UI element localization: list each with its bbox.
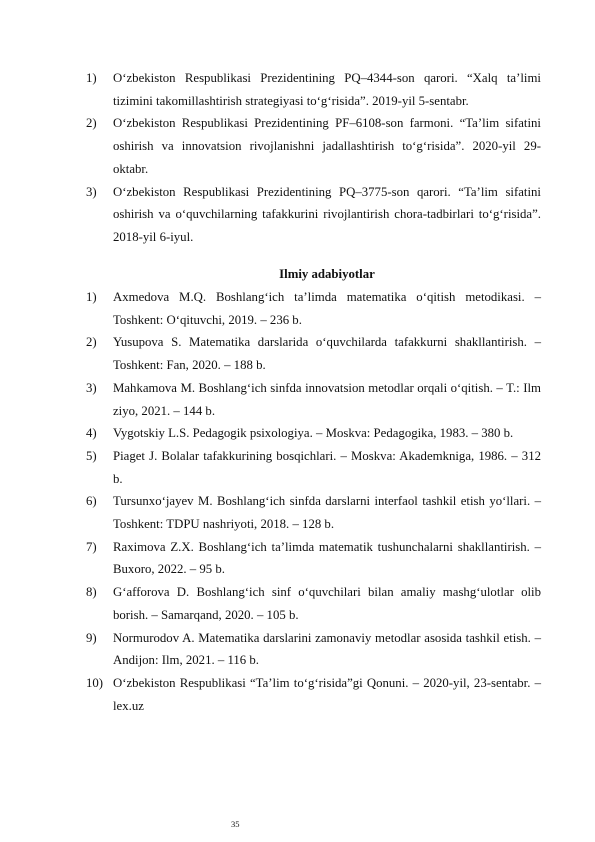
list-item xyxy=(86,181,541,249)
item-number: 2) xyxy=(86,335,97,350)
item-number: 4) xyxy=(86,426,97,441)
laws-list xyxy=(86,67,541,249)
item-text: Piaget J. Bolalar tafakkurining bosqichlari. – Moskva: Akademkniga, 1986. – 312 b. xyxy=(113,448,541,486)
item-number: 10) xyxy=(86,675,104,690)
list-item xyxy=(86,331,541,376)
list-item xyxy=(86,377,541,422)
item-number: 1) xyxy=(86,71,97,85)
item-text: O‘zbekiston Respublikasi “Ta’lim to‘g‘risida”gi Qonuni. – 2020-yil, 23-sentabr. – lex.uz xyxy=(113,675,541,713)
item-text: Axmedova M.Q. Boshlang‘ich ta’limda matematika o‘qitish metodikasi. – Toshkent: O‘qituvchi, 2019. – 236 b. xyxy=(113,290,541,327)
literature-list xyxy=(86,286,541,717)
item-number: 5) xyxy=(86,448,97,463)
list-item xyxy=(86,422,541,445)
item-number: 3) xyxy=(86,380,97,395)
list-item xyxy=(86,536,541,581)
list-item xyxy=(86,490,541,535)
item-text: Yusupova S. Matematika darslarida o‘quvchilarda tafakkurni shakllantirish. – Toshkent: Fan, 2020. – 188 b. xyxy=(113,335,541,373)
item-text: O‘zbekiston Respublikasi Prezidentining PF–6108-son farmoni. “Ta’lim sifatini oshirish va innovatsion rivojlanishni jadallashtirish to‘g‘risida”. 2020-yil 29-oktabr. xyxy=(113,116,541,176)
list-item xyxy=(86,286,541,331)
section-heading: Ilmiy adabiyotlar xyxy=(279,267,375,281)
item-text: Mahkamova M. Boshlang‘ich sinfda innovatsion metodlar orqali o‘qitish. – T.: Ilm ziyo, 2021. – 144 b. xyxy=(113,380,541,418)
item-text: Normurodov A. Matematika darslarini zamonaviy metodlar asosida tashkil etish. – Andijon: Ilm, 2021. – 116 b. xyxy=(113,630,541,668)
list-item xyxy=(86,627,541,672)
item-number: 9) xyxy=(86,630,97,645)
item-text: O‘zbekiston Respublikasi Prezidentining PQ–4344-son qarori. “Xalq ta’limi tizimini takomillashtirish strategiyasi to‘g‘risida”. 2019-yil 5-sentabr. xyxy=(113,71,541,108)
list-item xyxy=(86,445,541,490)
list-item xyxy=(86,112,541,180)
item-text: O‘zbekiston Respublikasi Prezidentining PQ–3775-son qarori. “Ta’lim sifatini oshirish va o‘quvchilarning tafakkurini rivojlantirish chora-tadbirlari to‘g‘risida”. 2018-yil 6-iyul. xyxy=(113,184,541,244)
item-number: 2) xyxy=(86,116,97,131)
item-number: 3) xyxy=(86,184,97,199)
item-text: G‘afforova D. Boshlang‘ich sinf o‘quvchilari bilan amaliy mashg‘ulotlar olib borish. – Samarqand, 2020. – 105 b. xyxy=(113,585,541,622)
item-number: 7) xyxy=(86,539,97,554)
item-number: 1) xyxy=(86,290,97,304)
item-text: Tursunxo‘jayev M. Boshlang‘ich sinfda darslarni interfaol tashkil etish yo‘llari. – Toshkent: TDPU nashriyoti, 2018. – 128 b. xyxy=(113,494,541,532)
item-text: Raximova Z.X. Boshlang‘ich ta’limda matematik tushunchalarni shakllantirish. – Buxoro, 2022. – 95 b. xyxy=(113,539,541,577)
item-number: 8) xyxy=(86,585,97,600)
list-item xyxy=(86,672,541,717)
item-text: Vygotskiy L.S. Pedagogik psixologiya. – Moskva: Pedagogika, 1983. – 380 b. xyxy=(113,426,514,441)
list-item xyxy=(86,67,541,112)
item-number: 6) xyxy=(86,494,97,509)
list-item xyxy=(86,581,541,626)
page-number: 35 xyxy=(231,819,240,829)
